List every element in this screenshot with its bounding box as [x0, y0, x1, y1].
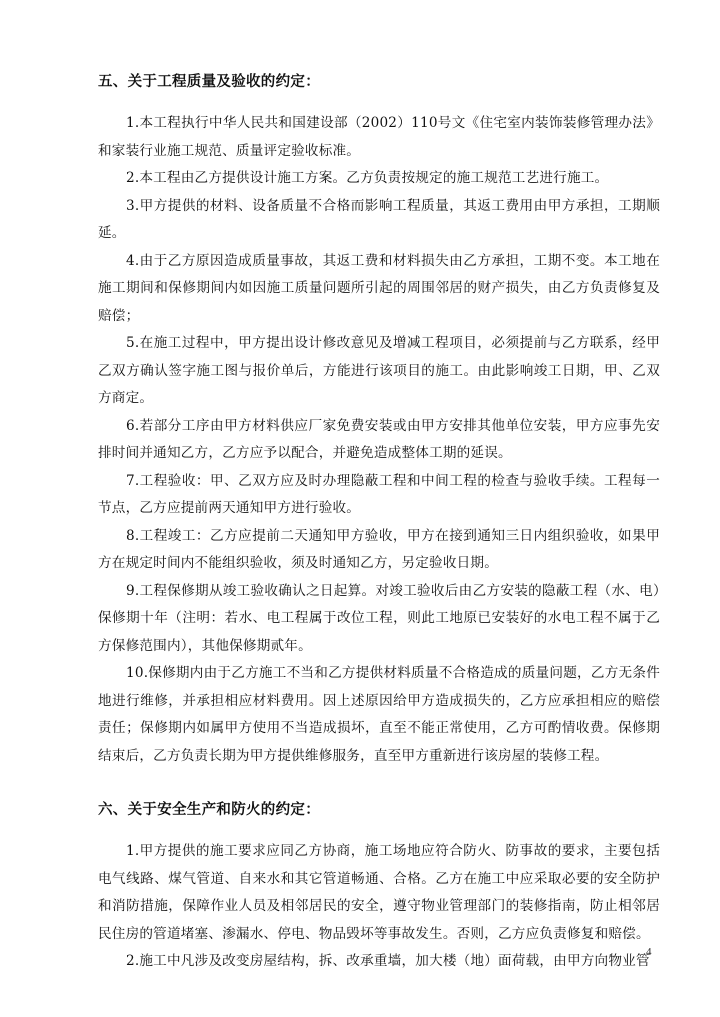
section-5-paragraph-4: 4.由于乙方原因造成质量事故，其返工费和材料损失由乙方承担，工期不变。本工地在施工期间和保修期间内如因施工质量问题所引起的周围邻居的财产损失，由乙方负责修复及赔偿； — [98, 252, 660, 324]
section-5-paragraph-8: 8.工程竣工：乙方应提前二天通知甲方验收，甲方在接到通知三日内组织验收，如果甲方在规定时间内不能组织验收，须及时通知乙方，另定验收日期。 — [98, 527, 660, 571]
section-5-paragraph-5: 5.在施工过程中，甲方提出设计修改意见及增减工程项目，必须提前与乙方联系，经甲乙双方确认签字施工图与报价单后，方能进行该项目的施工。由此影响竣工日期，甲、乙双方商定。 — [98, 335, 660, 406]
section-5-paragraph-3: 3.甲方提供的材料、设备质量不合格而影响工程质量，其返工费用由甲方承担，工期顺延。 — [98, 197, 660, 241]
section-5-paragraph-9: 9.工程保修期从竣工验收确认之日起算。对竣工验收后由乙方安装的隐蔽工程（水、电）保修期十年（注明：若水、电工程属于改位工程，则此工地原已安装好的水电工程不属于乙方保修范围内），其他保修期贰年。 — [98, 582, 660, 654]
section-6-paragraph-1: 1.甲方提供的施工要求应同乙方协商，施工场地应符合防火、防事故的要求，主要包括电气线路、煤气管道、自来水和其它管道畅通、合格。乙方在施工中应采取必要的安全防护和消防措施，保障作业人员及相邻居民的安全，遵守物业管理部门的装修指南，防止相邻居民住房的管道堵塞、渗漏水、停电、物品毁坏等事故发生。否则，乙方应负责修复和赔偿。 — [98, 843, 660, 942]
section-6-body — [98, 838, 660, 976]
section-5-heading: 五、关于工程质量及验收的约定： — [98, 74, 320, 90]
section-6-heading: 六、关于安全生产和防火的约定： — [98, 802, 320, 818]
section-5-paragraph-2: 2.本工程由乙方提供设计施工方案。乙方负责按规定的施工规范工艺进行施工。 — [126, 170, 609, 186]
section-6-paragraph-2: 2.施工中凡涉及改变房屋结构，拆、改承重墙，加大楼（地）面荷载，由甲方向物业管 — [126, 953, 650, 969]
section-5-body — [98, 110, 660, 770]
page-content — [98, 72, 660, 976]
section-5-paragraph-10: 10.保修期内由于乙方施工不当和乙方提供材料质量不合格造成的质量问题，乙方无条件地进行维修，并承担相应材料费用。因上述原因给甲方造成损失的，乙方应承担相应的赔偿责任；保修期内如属甲方使用不当造成损坏，直至不能正常使用，乙方可酌情收费。保修期结束后，乙方负责长期为甲方提供维修服务，直至甲方重新进行该房屋的装修工程。 — [98, 665, 660, 764]
page-number: 4 — [646, 946, 652, 958]
section-5-paragraph-6: 6.若部分工序由甲方材料供应厂家免费安装或由甲方安排其他单位安装，甲方应事先安排时间并通知乙方，乙方应予以配合，并避免造成整体工期的延误。 — [98, 417, 660, 461]
section-5-paragraph-7: 7.工程验收：甲、乙双方应及时办理隐蔽工程和中间工程的检查与验收手续。工程每一节点，乙方应提前两天通知甲方进行验收。 — [98, 472, 660, 516]
section-5-paragraph-1: 1.本工程执行中华人民共和国建设部（2002）110号文《住宅室内装饰装修管理办法》和家装行业施工规范、质量评定验收标准。 — [98, 115, 660, 159]
